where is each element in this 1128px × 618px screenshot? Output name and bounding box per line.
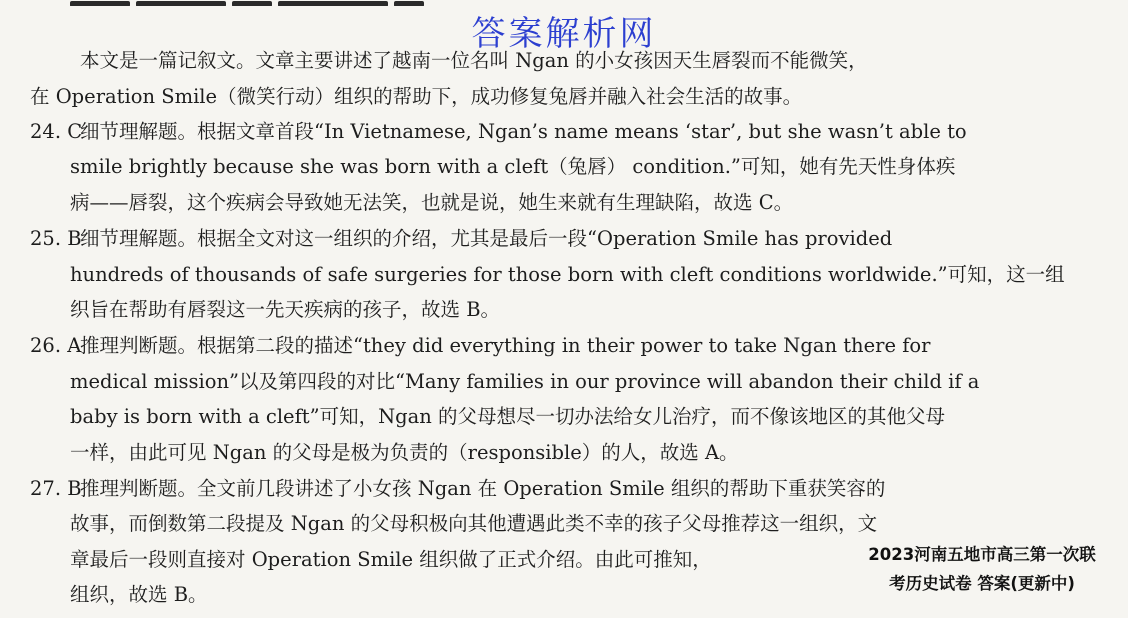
answer-text-line: 组织，故选 B。 [70,583,208,606]
answer-first-line [30,115,967,149]
answer-number: 25. B [30,227,82,250]
answer-text: 推理判断题。根据第二段的描述“they did everything in their power to take Ngan there for [80,334,931,357]
answer-number: 27. B [30,477,82,500]
stamp-line-2: 考历史试卷 答案(更新中) [889,574,1075,593]
answer-text-line: 故事，而倒数第二段提及 Ngan 的父母积极向其他遭遇此类不幸的孩子父母推荐这一组织，文 [70,512,878,535]
intro-line-2: 在 Operation Smile（微笑行动）组织的帮助下，成功修复兔唇并融入社会生活的故事。 [30,85,803,108]
answer-text: 细节理解题。根据文章首段“In Vietnamese, Ngan’s name means ‘star’, but she wasn’t able to [80,120,967,143]
intro-line-1: 本文是一篇记叙文。文章主要讲述了越南一位名叫 Ngan 的小女孩因天生唇裂而不能微笑， [80,49,868,72]
answer-text-line: 织旨在帮助有唇裂这一先天疾病的孩子，故选 B。 [70,298,501,321]
answer-first-line [30,329,930,363]
answer-first-line [30,472,885,506]
answer-first-line [30,222,892,256]
exam-title-stamp [832,540,1128,598]
answer-text-line: medical mission”以及第四段的对比“Many families in our province will abandon their child if a [70,370,980,393]
answer-text-line: 一样，由此可见 Ngan 的父母是极为负责的（responsible）的人，故选 A。 [70,441,739,464]
stamp-line-1: 2023河南五地市高三第一次联 [868,545,1096,564]
answer-text-line: hundreds of thousands of safe surgeries for those born with cleft conditions worldwide.”可知，这一组 [70,263,1065,286]
answer-text: 细节理解题。根据全文对这一组织的介绍，尤其是最后一段“Operation Smile has provided [80,227,893,250]
answer-text: 推理判断题。全文前几段讲述了小女孩 Ngan 在 Operation Smile 组织的帮助下重获笑容的 [80,477,886,500]
answer-text-line: 病——唇裂，这个疾病会导致她无法笑，也就是说，她生来就有生理缺陷，故选 C。 [70,191,794,214]
answer-text-line: smile brightly because she was born with a cleft（兔唇） condition.”可知，她有先天性身体疾 [70,155,956,178]
answer-number: 26. A [30,334,82,357]
site-watermark: 答案解析网 [471,14,657,54]
answer-text-line: baby is born with a cleft”可知，Ngan 的父母想尽一切办法给女儿治疗，而不像该地区的其他父母 [70,405,946,428]
answer-text-line: 章最后一段则直接对 Operation Smile 组织做了正式介绍。由此可推知， [70,548,712,571]
answer-number: 24. C [30,120,83,143]
